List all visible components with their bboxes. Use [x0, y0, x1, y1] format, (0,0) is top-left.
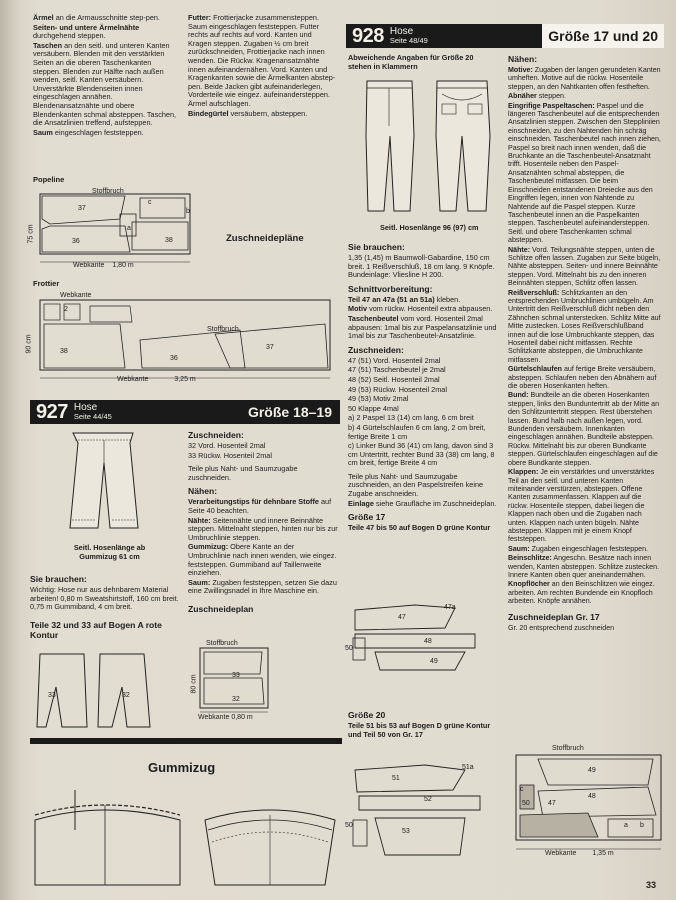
piece-50-plan: 50 [522, 800, 530, 807]
pants-928-caption: Seitl. Hosenlänge 96 (97) cm [380, 223, 479, 232]
section-heading: Zuschneideplan [188, 603, 254, 614]
piece-a: a [127, 225, 131, 232]
b928-left-text [348, 238, 500, 534]
list-item: 49 (53) Rückw. Hosenteil 2mal [348, 384, 447, 394]
text-paragraph: 1,35 (1,45) m Baumwoll-Gabardine, 150 cm breit. 1 Reißverschluß, 18 cm lang. 9 Knöpfe. Bundeinlage: Vliesline H 200. [348, 253, 495, 280]
section-heading: Sie brauchen: [348, 242, 405, 252]
text-paragraph: Nähte: Seitennähte und innere Beinnähte steppen. Mittelnaht steppen, hinten nur bis zur Umbruchlinie steppen. [188, 515, 338, 542]
list-item: b) 4 Gürtelschlaufen 6 cm lang, 2 cm breit, fertige Breite 1 cm [348, 422, 486, 441]
text-paragraph: Reißverschluß: Schlitzkanten an den entsprechenden Umbruchlinien umbügeln. Am Untertritt den Reißverschluß dicht neben den Zähnchen schmal unterstecken. Schlitz Mitte auf Mitte zustecken. Loses Reißverschlußband innen auf die lose Umbruchkante steppen, das Hosenteil dabei nicht mitfassen. Rechte Schlitzkante absteppen, die Umbruchkante mitfassen. [508, 288, 661, 364]
measure-80cm: 80 cm [190, 674, 198, 694]
piece-49-plan: 49 [588, 767, 596, 774]
text-paragraph: Motive: Zugaben der langen gerundeten Kanten umheften. Motive auf die rückw. Hosenteile steppen, an den Nahtkanten offen festheften. [508, 66, 661, 91]
webkante-927: Webkante 0,80 m [198, 714, 253, 721]
list-item: 48 (52) Seitl. Hosenteil 2mal [348, 374, 440, 384]
piece-b-plan: b [640, 822, 644, 829]
section-heading: Zuschneideplan Gr. 17 [508, 611, 600, 622]
page-number: 33 [645, 880, 656, 890]
webkante-928: Webkante 1,35 m [545, 850, 614, 857]
text-paragraph: Saum: Zugaben feststeppen, setzen Sie dazu eine Zwillingsnadel in Ihre Maschine ein. [188, 577, 337, 596]
frottier-cutting-layout [30, 290, 340, 385]
text-paragraph: Motiv vom rückw. Hosenteil extra abpausen. [348, 304, 493, 314]
piece-48-plan: 48 [588, 793, 596, 800]
text-paragraph: Gr. 20 entsprechend zuschneiden [508, 623, 615, 632]
text-paragraph: Saum: Zugaben eingeschlagen feststeppen. [508, 544, 649, 553]
model-928-header [346, 24, 664, 48]
frottier-label: Frottier [33, 279, 60, 288]
text-paragraph: Knopflöcher an den Beinschlitzen wie eingez. arbeiten. Am rechten Bundende ein Knopfloch arbeiten. Knöpfe annähen. [508, 580, 655, 606]
piece-53: 53 [402, 828, 410, 835]
stoffbruch-928: Stoffbruch [552, 745, 584, 752]
webkante-label: Webkante 1,80 m [73, 262, 134, 269]
text-paragraph: Nähte: Vord. Teilungsnähte steppen, unten die Schlitze offen lassen. Zugaben zur Seite bügeln, Nähte absteppen. Seiten- und innere Beinnähte steppen. Vord. Mittelnaht bis zu den inneren Beinnähten steppen, Schlitz offen lassen. [508, 245, 661, 288]
piece-36: 36 [72, 238, 80, 245]
text-paragraph: Klappen: Je ein verstärktes und unverstärktes Teil an den seitl. und unteren Kanten miteinander verstürzen, absteppen. Offene Kanten zusammenfassen. Klappen auf die rückw. Hosenteile steppen, dabei liegen die Klappen nach oben und die Zugaben nach unten. Klappen nach unten bügeln. Nähte absteppen. Klappen mit je einem Knopf feststeppen. [508, 468, 655, 544]
pattern-pieces-gr17 [345, 600, 495, 675]
zuschneideplaene-title: Zuschneidepläne [226, 233, 304, 244]
piece-37-frottier: 37 [266, 344, 274, 351]
pants-927-caption: Seitl. Hosenlänge ab Gummizug 61 cm [73, 543, 146, 561]
piece-32-label: 32 [122, 692, 130, 699]
gummizug-title: Gummizug [148, 760, 216, 775]
section-heading: Größe 20 [348, 710, 386, 720]
section-heading: Größe 17 [348, 512, 386, 523]
piece-b: b [186, 208, 190, 215]
b928-gr20-text [348, 710, 498, 740]
zuschneideplan-928 [508, 745, 668, 860]
list-item: 50 Klappe 4mal [348, 403, 399, 413]
piece-36-frottier: 36 [170, 355, 178, 362]
text-paragraph: Ärmel an die Armausschnitte step-pen. [33, 13, 160, 22]
text-paragraph: Verarbeitungstips für dehnbare Stoffe auf Seite 40 beachten. [188, 497, 332, 515]
piece-38: 38 [165, 237, 173, 244]
piece-38-frottier: 38 [60, 348, 68, 355]
b927-left-text [30, 570, 180, 642]
webkante-bottom-label: Webkante 3,25 m [117, 376, 196, 383]
section-heading: Zuschneiden: [188, 430, 244, 440]
text-paragraph: Teil 47 an 47a (51 an 51a) kleben. [348, 294, 461, 304]
piece-c: c [148, 199, 152, 206]
piece-48: 48 [424, 638, 432, 645]
stoffbruch-label: Stoffbruch [92, 188, 124, 195]
list-item: 33 Rückw. Hosenteil 2mal [188, 450, 272, 460]
piece-52: 52 [424, 796, 432, 803]
piece-51: 51 [392, 775, 400, 782]
section-heading: Zuschneiden: [348, 344, 404, 355]
text-paragraph: Teile 47 bis 50 auf Bogen D grüne Kontur [348, 523, 491, 533]
section-heading: Schnittvorbereitung: [348, 283, 433, 294]
gummizug-illustration [30, 790, 340, 890]
pants-928-sketch [352, 76, 502, 216]
text-paragraph: Bindegürtel versäubern, absteppen. [188, 108, 308, 118]
piece-37: 37 [78, 205, 86, 212]
model-title: Hose Seite 44/45 [73, 402, 112, 421]
text-paragraph: Teile plus Naht- und Saumzugabe zuschneiden, an den Paspelstreifen keine Zugabe anschneiden. [348, 471, 484, 499]
piece-49: 49 [430, 658, 438, 665]
text-paragraph: Eingrifige Paspeltaschen: Paspel und die längeren Taschenbeutel auf die entsprechenden Ansatzlinien steppen. Zwischen den Steppliniien einschneiden, zu den Nahtenden hin schräg einschneiden. Taschenbeutel nach innen ziehen, Paspel so breit nach innen wenden, daß die Bruchkante an die Taschenbeutel-Ansatznaht trifft. Hosenteile neben den Paspel-Ansatznähten schmal absteppen, die Taschenbeutel mitfassen. Die beim Einschneiden entstandenen Dreiecke aus den Eingriffen legen, innen von Nahtende zu Nahtende auf die Paspel steppen. Kurze Taschenbeutel innen an die Paspelkanten steppen. Taschenbeutel aufeinandersteppen. Seitl. und obere Taschenkanten schmal absteppen. [508, 101, 661, 245]
section-heading: Nähen: [188, 486, 218, 497]
text-paragraph: Gürtelschlaufen auf fertige Breite versäubern, absteppen. Schlaufen neben den Abnähern auf die oberen Hosenkanten heften. [508, 365, 657, 391]
list-item: 47 (51) Vord. Hosenteil 2mal [348, 355, 441, 365]
text-paragraph: Futter: Frottierjacke zusammensteppen. Saum eingeschlagen feststeppen. Futter rechts auf rechts auf vord. Kanten und Kragen steppen. Zugaben ½ cm breit zurückschneiden, Frottierjacke nach innen wenden. Die Rückw. Kragenansatznähte innen aufeinandernähen. Vord. Kanten und Kragenkanten sowie die Ärmelkanten abstep-pen. Beide Jacken gibt aufeinanderlegen, Vorderteile wie eingez. aufeinandersteppen. Ärmel aufschlagen. [188, 13, 336, 108]
measure-90cm: 90 cm [25, 334, 33, 354]
piece-47a: 47a [444, 604, 456, 611]
text-paragraph: Bund: Bundteile an die oberen Hosenkanten steppen, links den Bunduntertritt ab der Mitte an den Schlitzuntertritt steppen. Rest überstehen lassen. Bund halb nach außen legen, vord. Bundenden versäubern. Innenkanten eingeschlagen annähen. Bundteile absteppen. Rückw. Mittelnaht bis zur oberen Bundkante steppen. Gürtelschlaufen eingeschlagen auf die obere Bundkante steppen. [508, 391, 660, 467]
piece-50: 50 [345, 645, 353, 652]
section-heading: Sie brauchen: [30, 574, 87, 584]
text-paragraph: Wichtig: Hose nur aus dehnbarem Material arbeiten! 0,80 m Sweatshirtstoff, 160 cm breit. 0,75 m Gummiband, 4 cm breit. [30, 585, 179, 612]
section-heading: Teile 32 und 33 auf Bogen A rote Kontur [30, 619, 162, 640]
piece-a-plan: a [624, 822, 628, 829]
gummizug-divider [30, 738, 342, 744]
list-item: 49 (53) Motiv 2mal [348, 394, 409, 404]
text-paragraph: Beinschlitze: Angeschn. Besätze nach innen wenden, Kanten absteppen. Schlitze zustecken. Innere Kanten oben quer aneinandernähen. [508, 554, 660, 579]
mid-top-text [188, 14, 336, 119]
model-927-header [30, 400, 340, 424]
pattern-pieces-gr20 [345, 760, 495, 870]
text-paragraph: Seiten- und untere Ärmelnähte durchgehend steppen. [33, 22, 140, 41]
popeline-label: Popeline [33, 175, 65, 184]
text-paragraph: Taschenbeutel vom vord. Hosenteil 2mal abpausen: 1mal bis zur Paspelansatzlinie und 1mal bis zur Taschenbeutel-Ansatzlinie. [348, 313, 497, 341]
piece-33-plan: 33 [232, 672, 240, 679]
model-size: Größe 17 und 20 [542, 24, 664, 48]
popeline-cutting-layout [27, 184, 200, 274]
model-number: 928 [352, 24, 384, 47]
webkante-top-label: Webkante [60, 292, 92, 299]
piece-33-label: 33 [48, 692, 56, 699]
text-paragraph: Saum eingeschlagen feststeppen. [33, 127, 144, 137]
list-item: 47 (51) Taschenbeutel je 2mal [348, 365, 446, 375]
b928-right-text [508, 54, 662, 633]
piece-51a: 51a [462, 764, 474, 771]
text-paragraph: Abnäher steppen. [508, 92, 566, 101]
piece-47-plan: 47 [548, 800, 556, 807]
piece-50-gr20: 50 [345, 822, 353, 829]
left-top-text [33, 14, 178, 138]
piece-32-plan: 32 [232, 696, 240, 703]
text-paragraph: Einlage siehe Graufläche im Zuschneideplan. [348, 498, 497, 508]
abweichende-angaben: Abweichende Angaben für Größe 20 stehen in Klammern [348, 53, 474, 71]
zuschneideplan-927 [190, 640, 300, 720]
piece-47: 47 [398, 614, 406, 621]
text-paragraph: Teile 51 bis 53 auf Bogen D grüne Kontur und Teil 50 von Gr. 17 [348, 721, 491, 739]
list-item: a) 2 Paspel 13 (14) cm lang, 6 cm breit [348, 413, 474, 423]
model-title: Hose Seite 48/49 [389, 26, 428, 45]
text-paragraph: Teile plus Naht- und Saumzugabe zuschneiden. [188, 464, 298, 482]
stoffbruch-label-2: Stoffbruch [207, 326, 239, 333]
piece-c-plan: c [520, 786, 524, 793]
stoffbruch-927: Stoffbruch [206, 640, 238, 647]
text-paragraph: Gummizug: Obere Kante an der Umbruchlinie nach innen wenden, wie eingez. feststeppen. Gummiband auf Taillenweite einziehen. [188, 542, 337, 578]
section-heading: Nähen: [508, 54, 538, 64]
pants-927-sketch [58, 428, 148, 538]
model-size: Größe 18–19 [247, 404, 332, 420]
model-number: 927 [36, 400, 68, 423]
list-item: 32 Vord. Hosenteil 2mal [188, 441, 266, 450]
piece-2: 2 [64, 306, 68, 313]
b927-right-text [188, 430, 338, 616]
text-paragraph: Taschen an den seitl. und unteren Kanten versäubern. Blenden mit den verstärkten Seiten an die oberen Taschenkanten steppen. Blenden zur Hälfte nach außen wenden, seitl. Kanten versäubern. Unverstärkte Blendenseiten innen eingeschlagen annähen. Blendenansatznähte und obere Blendenkanten schmal absteppen. Taschen, die Ansatzlinien treffend, aufsteppen. [33, 40, 177, 128]
measure-75cm: 75 cm [27, 224, 35, 244]
list-item: c) Linker Bund 36 (41) cm lang, davon sind 3 cm Untertritt, rechter Bund 33 (38) cm lang, 8 cm breit, fertige Breite 4 cm [348, 441, 495, 468]
